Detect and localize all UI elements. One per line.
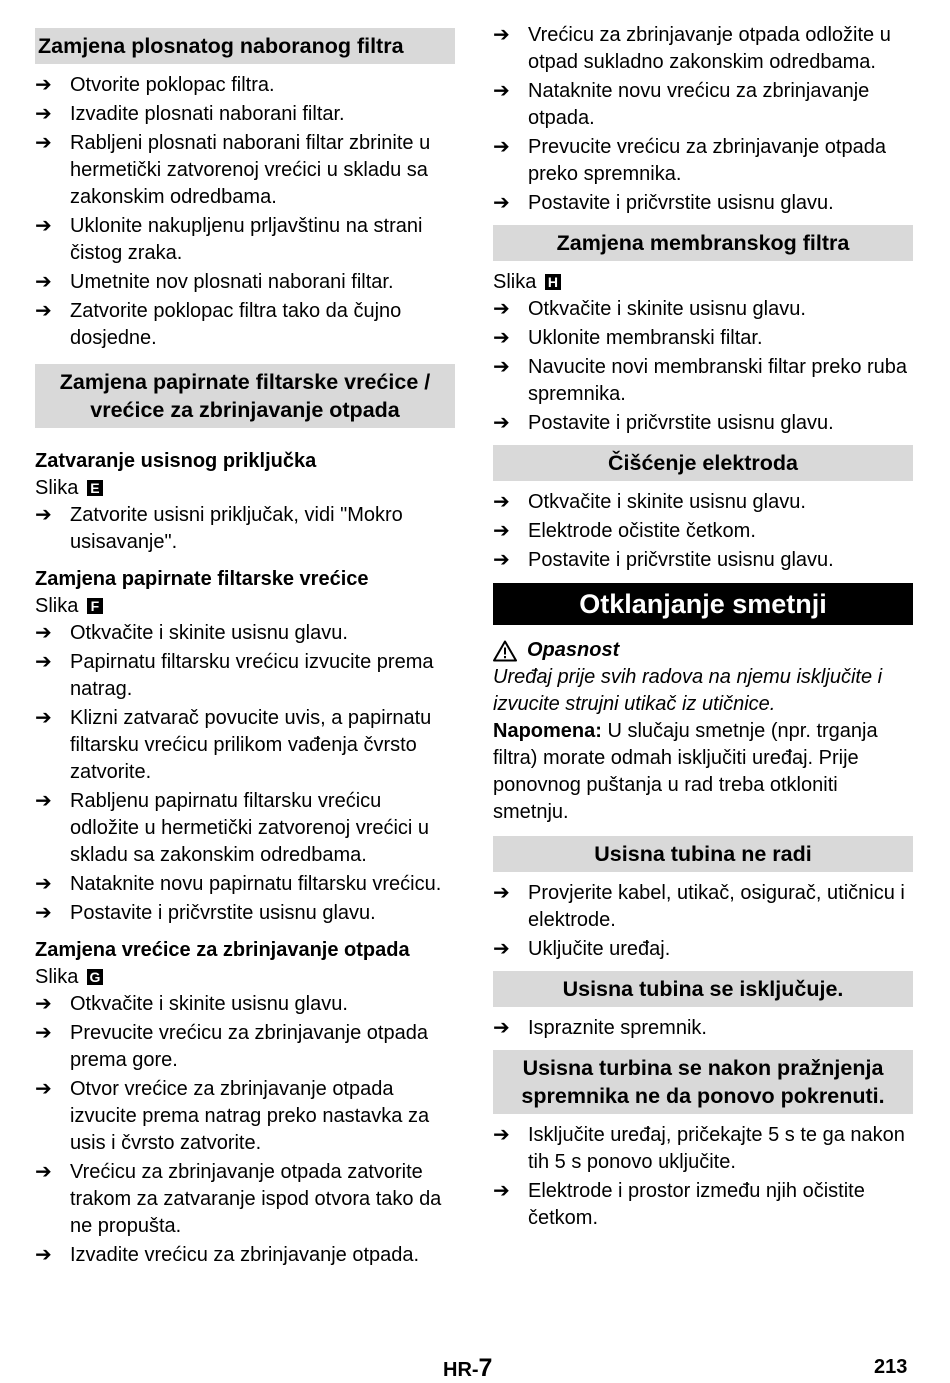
step-text: Nataknite novu papirnatu filtarsku vrećicu. (70, 873, 442, 895)
turbine-switches-off-steps (493, 1015, 913, 1042)
figure-reference: Slika G (35, 964, 455, 991)
step-text: Otkvačite i skinite usisnu glavu. (70, 993, 348, 1015)
arrow-right-icon: ➔ (493, 412, 510, 434)
step-item (493, 190, 913, 217)
arrow-right-icon: ➔ (35, 790, 52, 812)
step-item (35, 269, 455, 296)
step-item (35, 1020, 455, 1074)
step-item (493, 880, 913, 934)
step-item (35, 1159, 455, 1240)
step-item (493, 1178, 913, 1232)
figure-reference: Slika H (493, 269, 913, 296)
arrow-right-icon: ➔ (35, 271, 52, 293)
arrow-right-icon: ➔ (493, 491, 510, 513)
arrow-right-icon: ➔ (493, 298, 510, 320)
arrow-right-icon: ➔ (493, 327, 510, 349)
figure-reference: Slika F (35, 593, 455, 620)
step-item (35, 1242, 455, 1269)
step-item (35, 871, 455, 898)
arrow-right-icon: ➔ (493, 549, 510, 571)
danger-heading (493, 637, 913, 664)
step-item (493, 1122, 913, 1176)
note-paragraph (493, 718, 913, 826)
arrow-right-icon: ➔ (493, 938, 510, 960)
step-item (493, 547, 913, 574)
arrow-right-icon: ➔ (35, 1022, 52, 1044)
step-item (493, 354, 913, 408)
figure-letter: E (87, 480, 103, 496)
arrow-right-icon: ➔ (35, 300, 52, 322)
step-text: Prevucite vrećicu za zbrinjavanje otpada preko spremnika. (528, 136, 886, 185)
step-text: Postavite i pričvrstite usisnu glavu. (528, 412, 834, 434)
chapter-title-troubleshooting: Otklanjanje smetnji (493, 583, 913, 625)
step-text: Provjerite kabel, utikač, osigurač, utičnicu i elektrode. (528, 882, 905, 931)
step-text: Isključite uređaj, pričekajte 5 s te ga nakon tih 5 s ponovo uključite. (528, 1124, 905, 1173)
step-text: Prevucite vrećicu za zbrinjavanje otpada prema gore. (70, 1022, 428, 1071)
arrow-right-icon: ➔ (35, 1078, 52, 1100)
figure-letter: H (545, 274, 561, 290)
step-text: Klizni zatvarač povucite uvis, a papirnatu filtarsku vrećicu prilikom vađenja čvrsto zatvorite. (70, 707, 432, 783)
step-item (35, 620, 455, 647)
page-footer-local (443, 1354, 492, 1383)
step-item (35, 649, 455, 703)
arrow-right-icon: ➔ (35, 902, 52, 924)
subheading-replace-paper-bag: Zamjena papirnate filtarske vrećice (35, 568, 369, 590)
step-item (35, 900, 455, 927)
step-text: Uklonite membranski filtar. (528, 327, 763, 349)
subheading-close-suction: Zatvaranje usisnog priključka (35, 450, 317, 472)
step-item (35, 130, 455, 211)
step-item (493, 518, 913, 545)
electrode-steps (493, 489, 913, 574)
section-heading-electrode-cleaning: Čišćenje elektroda (493, 445, 913, 481)
arrow-right-icon: ➔ (35, 504, 52, 526)
arrow-right-icon: ➔ (493, 80, 510, 102)
paper-bag-steps (35, 620, 455, 927)
step-item (493, 410, 913, 437)
waste-bag-steps (35, 991, 455, 1269)
turbine-not-running-steps (493, 880, 913, 963)
step-item (35, 298, 455, 352)
arrow-right-icon: ➔ (35, 215, 52, 237)
step-text: Vrećicu za zbrinjavanje otpada zatvorite trakom za zatvaranje ispod otvora tako da ne propušta. (70, 1161, 442, 1237)
step-item (35, 705, 455, 786)
arrow-right-icon: ➔ (493, 882, 510, 904)
step-text: Otvor vrećice za zbrinjavanje otpada izvucite prema natrag preko nastavka za usis i čvrsto zatvorite. (70, 1078, 430, 1154)
danger-text: Uređaj prije svih radova na njemu isključite i izvucite strujni utikač iz utičnice. (493, 666, 883, 715)
danger-label: Opasnost (527, 639, 620, 661)
step-text: Postavite i pričvrstite usisnu glavu. (528, 192, 834, 214)
flat-filter-steps (35, 72, 455, 352)
step-item (35, 788, 455, 869)
arrow-right-icon: ➔ (35, 993, 52, 1015)
step-item (493, 22, 913, 76)
arrow-right-icon: ➔ (35, 1244, 52, 1266)
figure-letter: G (87, 969, 103, 985)
arrow-right-icon: ➔ (35, 74, 52, 96)
footer-language-code: HR- (443, 1359, 479, 1381)
section-heading-turbine-no-restart: Usisna turbina se nakon pražnjenja spremnika ne da ponovo pokrenuti. (493, 1050, 913, 1114)
figure-reference: Slika E (35, 475, 455, 502)
step-text: Rabljenu papirnatu filtarsku vrećicu odložite u hermetički zatvorenoj vrećici u skladu sa zakonskim odredbama. (70, 790, 430, 866)
step-text: Postavite i pričvrstite usisnu glavu. (70, 902, 376, 924)
step-text: Postavite i pričvrstite usisnu glavu. (528, 549, 834, 571)
step-item (493, 296, 913, 323)
step-item (35, 213, 455, 267)
turbine-no-restart-steps (493, 1122, 913, 1232)
arrow-right-icon: ➔ (35, 132, 52, 154)
step-text: Elektrode i prostor između njih očistite četkom. (528, 1180, 865, 1229)
step-item (493, 134, 913, 188)
subheading-replace-waste-bag: Zamjena vrećice za zbrinjavanje otpada (35, 939, 410, 961)
step-text: Izvadite vrećicu za zbrinjavanje otpada. (70, 1244, 420, 1266)
step-item (35, 101, 455, 128)
step-text: Uklonite nakupljenu prljavštinu na strani čistog zraka. (70, 215, 423, 264)
step-text: Nataknite novu vrećicu za zbrinjavanje otpada. (528, 80, 870, 129)
step-text: Otkvačite i skinite usisnu glavu. (70, 622, 348, 644)
arrow-right-icon: ➔ (493, 1124, 510, 1146)
step-text: Zatvorite poklopac filtra tako da čujno dosjedne. (70, 300, 402, 349)
step-text: Umetnite nov plosnati naborani filtar. (70, 271, 394, 293)
step-item (493, 936, 913, 963)
arrow-right-icon: ➔ (493, 192, 510, 214)
section-heading-turbine-not-running: Usisna tubina ne radi (493, 836, 913, 872)
footer-page-number: 213 (874, 1356, 908, 1378)
step-text: Zatvorite usisni priključak, vidi "Mokro usisavanje". (70, 504, 403, 553)
step-item (35, 1076, 455, 1157)
arrow-right-icon: ➔ (493, 520, 510, 542)
arrow-right-icon: ➔ (493, 136, 510, 158)
arrow-right-icon: ➔ (35, 622, 52, 644)
arrow-right-icon: ➔ (493, 1180, 510, 1202)
arrow-right-icon: ➔ (35, 103, 52, 125)
step-item (493, 78, 913, 132)
arrow-right-icon: ➔ (493, 24, 510, 46)
section-heading-paper-bag: Zamjena papirnate filtarske vrećice / vrećice za zbrinjavanje otpada (35, 364, 455, 428)
step-text: Navucite novi membranski filtar preko ruba spremnika. (528, 356, 908, 405)
note-label: Napomena: (493, 720, 602, 742)
step-item (35, 502, 455, 556)
step-item (493, 489, 913, 516)
close-suction-steps (35, 502, 455, 556)
arrow-right-icon: ➔ (35, 707, 52, 729)
left-column (35, 24, 455, 1271)
right-column (493, 22, 913, 1234)
step-text: Vrećicu za zbrinjavanje otpada odložite u otpad sukladno zakonskim odredbama. (528, 24, 891, 73)
step-item (493, 325, 913, 352)
arrow-right-icon: ➔ (35, 1161, 52, 1183)
step-text: Elektrode očistite četkom. (528, 520, 756, 542)
step-item (493, 1015, 913, 1042)
step-text: Otkvačite i skinite usisnu glavu. (528, 491, 806, 513)
arrow-right-icon: ➔ (493, 1017, 510, 1039)
step-text: Otvorite poklopac filtra. (70, 74, 275, 96)
warning-triangle-icon (493, 640, 517, 662)
step-text: Izvadite plosnati naborani filtar. (70, 103, 345, 125)
section-heading-membrane-filter: Zamjena membranskog filtra (493, 225, 913, 261)
step-text: Rabljeni plosnati naborani filtar zbrinite u hermetički zatvorenoj vrećici u skladu sa zakonskim odredbama. (70, 132, 431, 208)
arrow-right-icon: ➔ (493, 356, 510, 378)
step-text: Papirnatu filtarsku vrećicu izvucite prema natrag. (70, 651, 434, 700)
step-item (35, 72, 455, 99)
membrane-steps (493, 296, 913, 437)
step-text: Uključite uređaj. (528, 938, 671, 960)
section-heading-flat-filter: Zamjena plosnatog naboranog filtra (35, 28, 455, 64)
step-item (35, 991, 455, 1018)
footer-local-page-number: 7 (478, 1354, 493, 1382)
waste-bag-steps-continued (493, 22, 913, 217)
note-text: U slučaju smetnje (npr. trganja filtra) morate odmah isključiti uređaj. Prije ponovnog puštanja u rad treba otkloniti smetnju. (493, 720, 878, 823)
step-text: Ispraznite spremnik. (528, 1017, 707, 1039)
arrow-right-icon: ➔ (35, 651, 52, 673)
section-heading-turbine-switches-off: Usisna tubina se isključuje. (493, 971, 913, 1007)
step-text: Otkvačite i skinite usisnu glavu. (528, 298, 806, 320)
figure-letter: F (87, 598, 103, 614)
arrow-right-icon: ➔ (35, 873, 52, 895)
